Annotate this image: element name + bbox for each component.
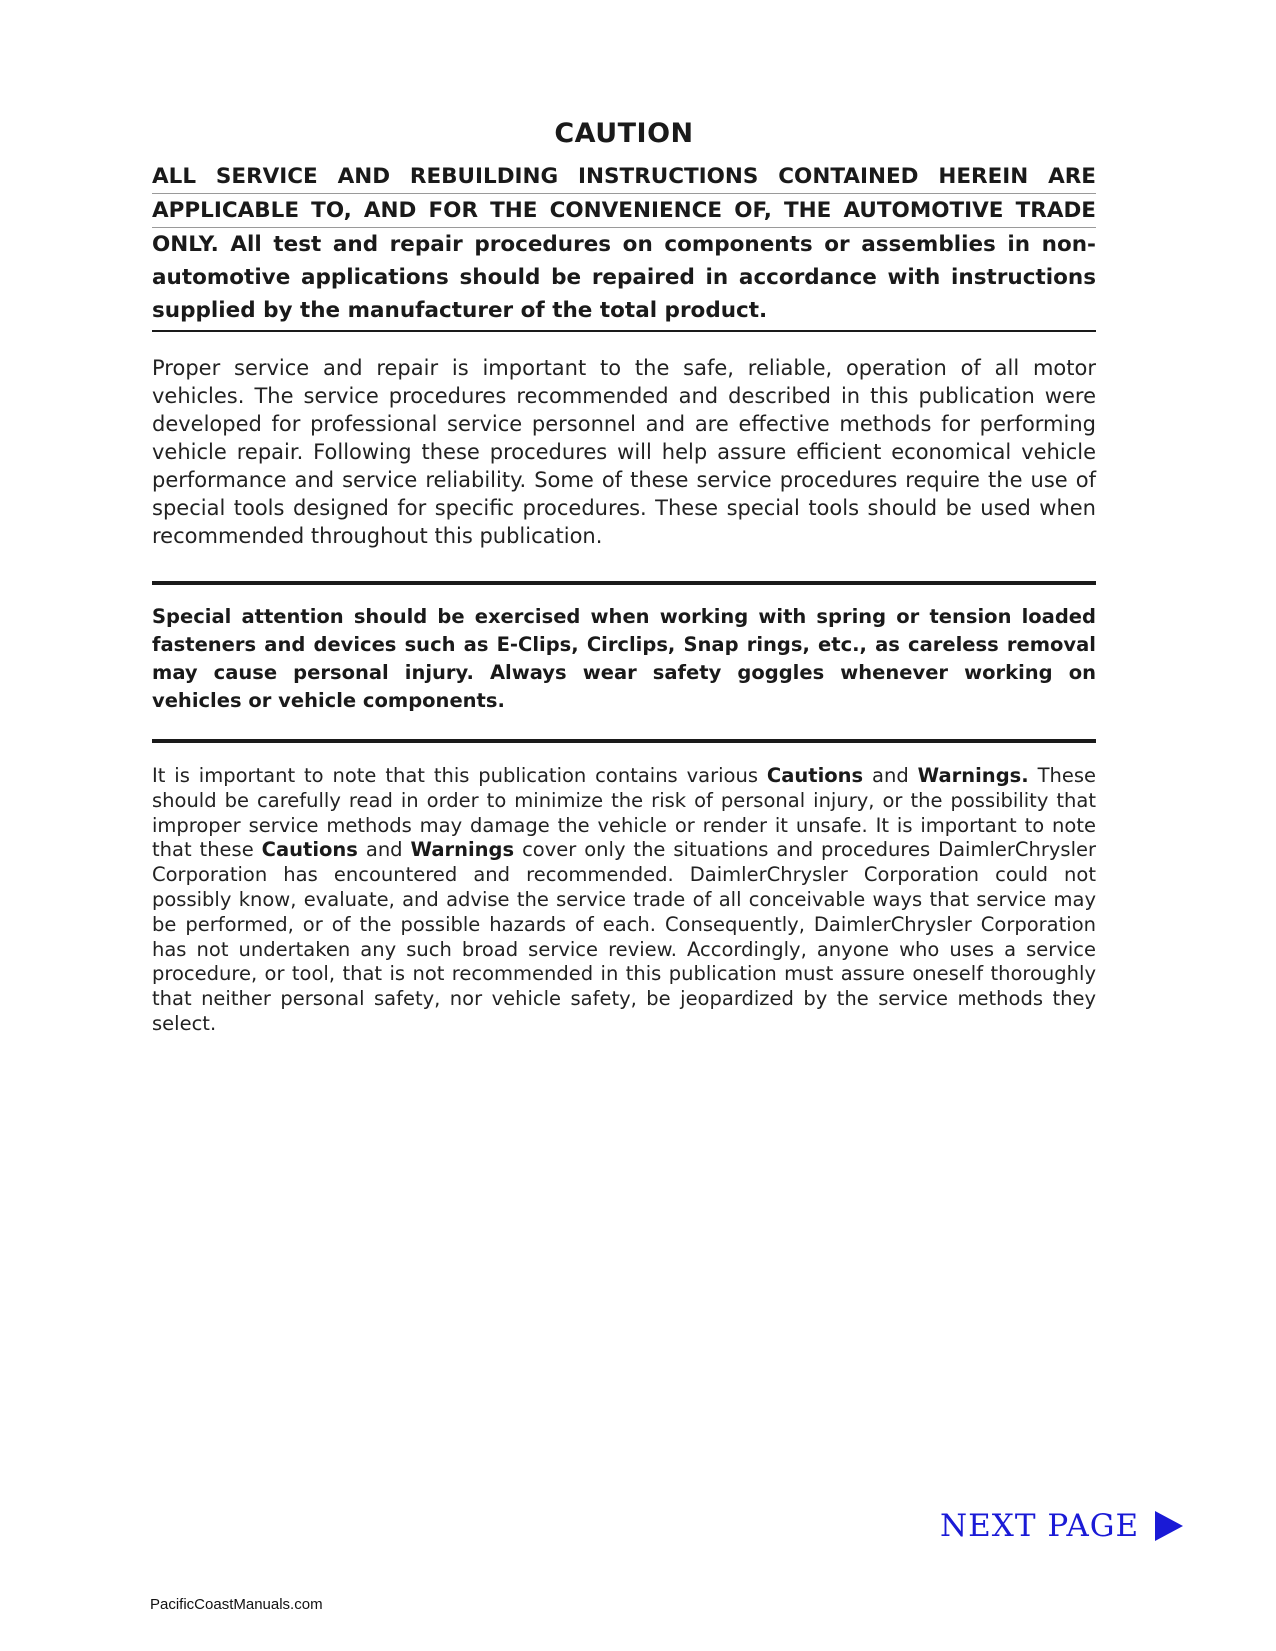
caution-line-2: APPLICABLE TO, AND FOR THE CONVENIENCE OF, THE AUTOMOTIVE TRADE xyxy=(152,194,1096,228)
para3-text-1: It is important to note that this publication contains various xyxy=(152,764,767,787)
divider-3 xyxy=(152,739,1096,743)
para3-warnings-1: Warnings. xyxy=(917,764,1029,787)
para3-cautions-2: Cautions xyxy=(261,838,358,862)
para3-cautions-1: Cautions xyxy=(766,764,864,787)
para3-text-3: cover only the situations and procedures DaimlerChrysler Corporation has encountered and recommended. DaimlerChrysler Corporation could not possibly know, evaluate, and advise the service trade of all conceivable ways that service may be performed, or of the possible hazards of each. Consequently, DaimlerChrysler Corporation has not undertaken any such broad service review. Accordingly, anyone who uses a service procedure, or tool, that is not recommended in this publication must assure oneself thoroughly that neither personal safety, nor vehicle safety, be jeopardized by the service methods they select. xyxy=(152,838,1096,1035)
para3-text-2: These should be carefully read in order to minimize the risk of personal injury, or the possibility that improper service methods may damage the vehicle or render it unsafe. It is important to note that these xyxy=(152,764,1096,862)
right-triangle-arrow-icon xyxy=(1155,1511,1183,1541)
caution-rest-lead: ONLY. xyxy=(152,232,219,257)
page-title: CAUTION xyxy=(554,118,694,149)
caution-rest-text: All test and repair procedures on components or assemblies in non-automotive applications should be repaired in accordance with instructions supplied by the manufacturer of the total product. xyxy=(152,232,1096,323)
caution-rest xyxy=(152,228,1096,327)
divider-1 xyxy=(152,330,1096,332)
footer-source: PacificCoastManuals.com xyxy=(150,1596,323,1613)
para3-and-2: and xyxy=(357,838,411,862)
cautions-warnings-paragraph xyxy=(152,764,1096,1037)
para3-and-1: and xyxy=(863,764,918,787)
caution-notice xyxy=(152,160,1096,327)
para3-warnings-2: Warnings xyxy=(410,838,515,862)
service-paragraph: Proper service and repair is important to the safe, reliable, operation of all motor vehicles. The service procedures recommended and described in this publication were developed for professional service personnel and are effective methods for performing vehicle repair. Following these procedures will help assure efficient economical vehicle performance and service reliability. Some of these service procedures require the use of special tools designed for specific procedures. These special tools should be used when recommended throughout this publication. xyxy=(152,356,1096,548)
next-page-label: NEXT PAGE xyxy=(940,1508,1140,1544)
special-attention-paragraph: Special attention should be exercised when working with spring or tension loaded fasteners and devices such as E-Clips, Circlips, Snap rings, etc., as careless removal may cause personal injury. Always wear safety goggles whenever working on vehicles or vehicle components. xyxy=(152,605,1096,712)
next-page-link[interactable] xyxy=(940,1508,1183,1544)
divider-2 xyxy=(152,581,1096,585)
caution-line-1: ALL SERVICE AND REBUILDING INSTRUCTIONS CONTAINED HEREIN ARE xyxy=(152,160,1096,194)
